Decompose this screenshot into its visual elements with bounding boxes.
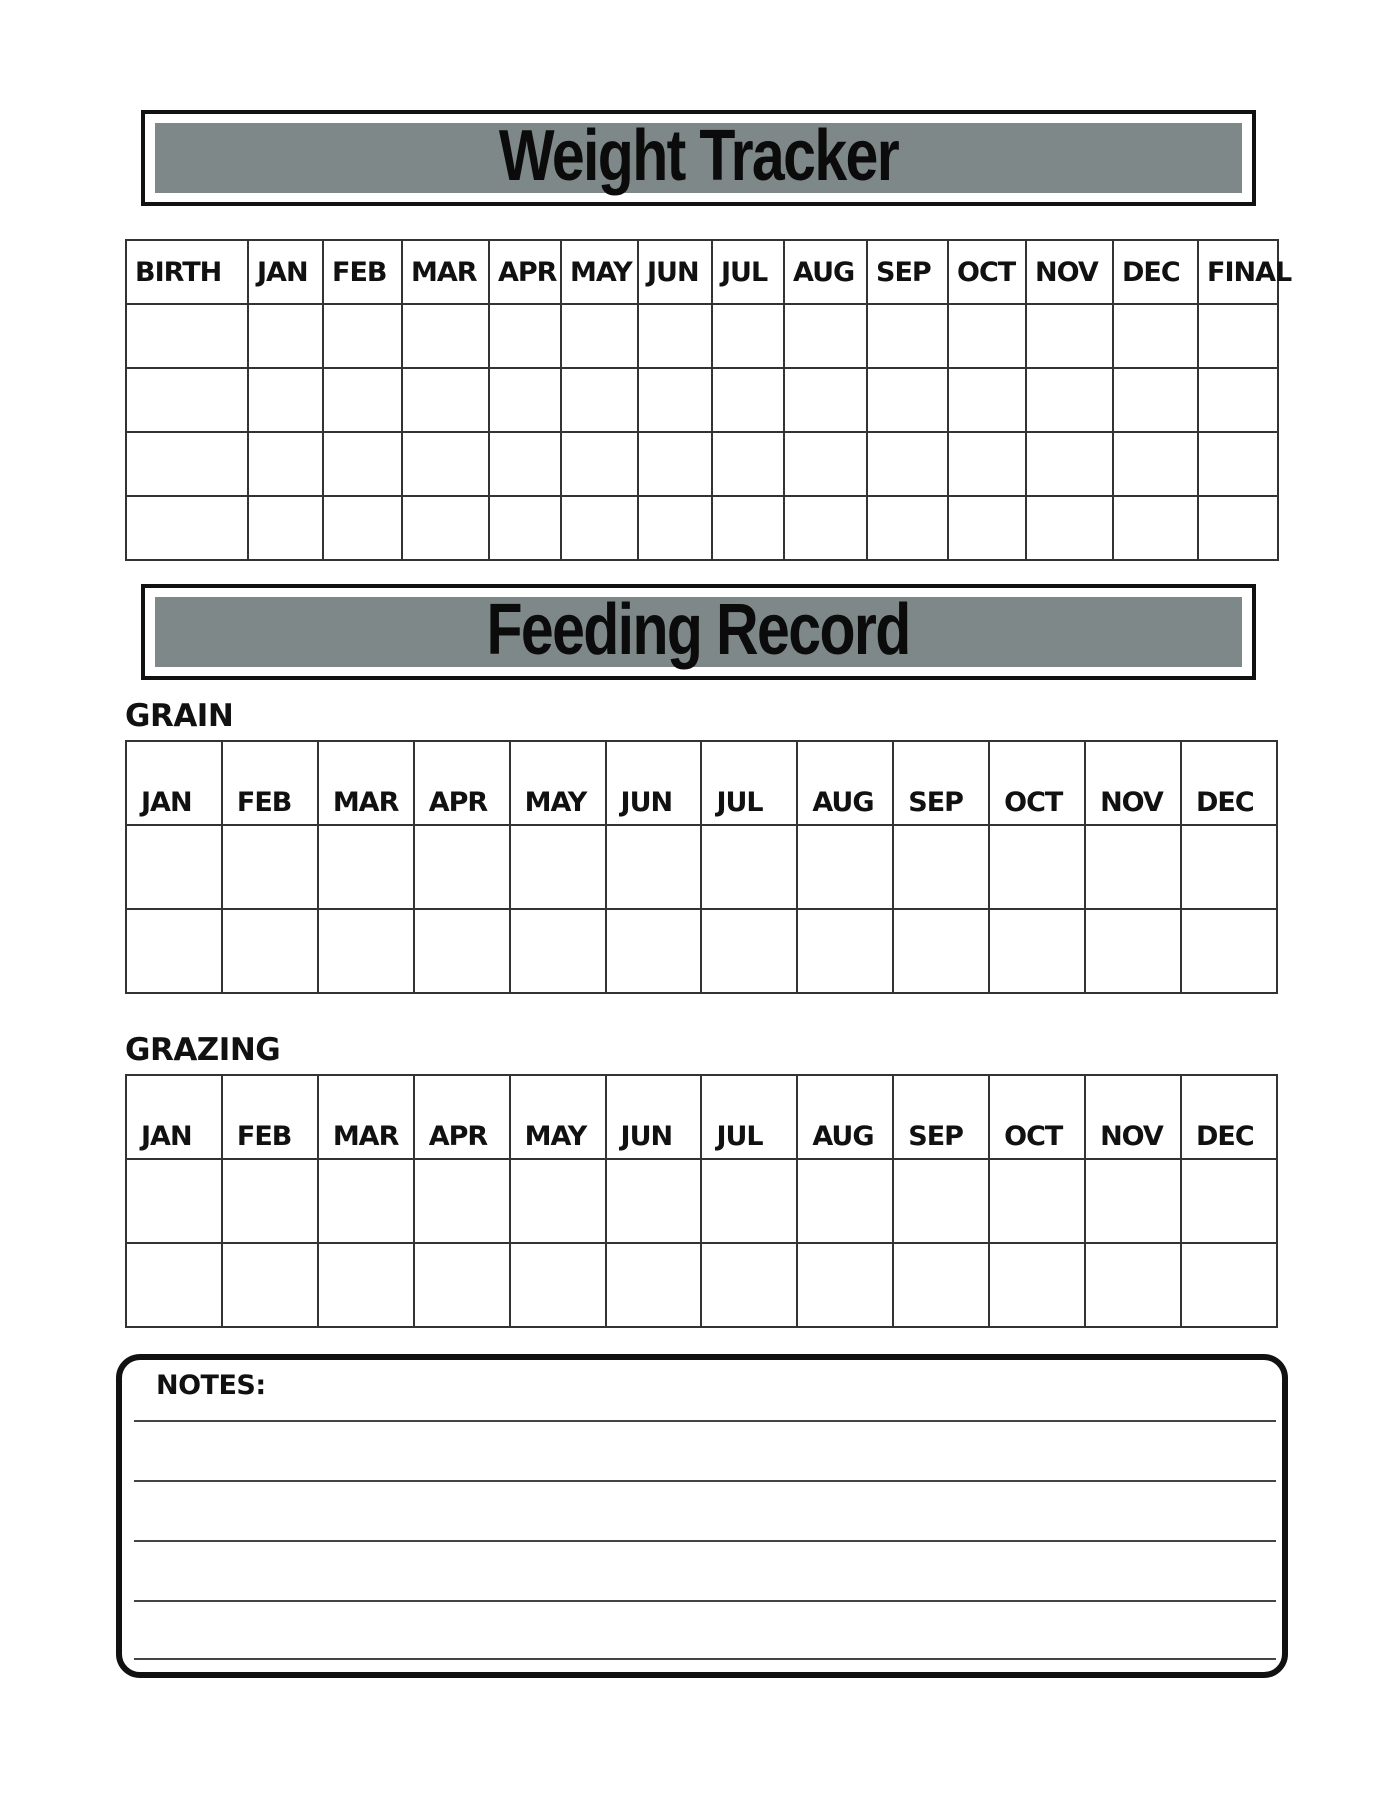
weight-cell[interactable]	[638, 496, 712, 560]
weight-cell[interactable]	[867, 432, 948, 496]
grazing-cell[interactable]	[701, 1243, 797, 1327]
weight-cell[interactable]	[1198, 368, 1278, 432]
grain-col-header: MAR	[318, 741, 414, 825]
grain-cell[interactable]	[1181, 825, 1277, 909]
grain-cell[interactable]	[126, 825, 222, 909]
weight-cell[interactable]	[948, 368, 1026, 432]
weight-cell[interactable]	[248, 496, 323, 560]
weight-cell[interactable]	[1198, 304, 1278, 368]
grain-cell[interactable]	[126, 909, 222, 993]
grain-cell[interactable]	[318, 825, 414, 909]
grazing-col-header: JAN	[126, 1075, 222, 1159]
grazing-cell[interactable]	[510, 1243, 606, 1327]
weight-cell[interactable]	[1113, 368, 1198, 432]
weight-cell[interactable]	[948, 496, 1026, 560]
grain-col-header: FEB	[222, 741, 318, 825]
weight-cell[interactable]	[1026, 432, 1113, 496]
grain-cell[interactable]	[989, 909, 1085, 993]
grazing-col-header: SEP	[893, 1075, 989, 1159]
grain-cell[interactable]	[222, 909, 318, 993]
weight-col-header: FEB	[323, 240, 402, 304]
grain-label: GRAIN	[125, 698, 234, 734]
grazing-cell[interactable]	[1085, 1243, 1181, 1327]
grazing-cell[interactable]	[222, 1243, 318, 1327]
weight-cell[interactable]	[1113, 432, 1198, 496]
weight-cell[interactable]	[784, 432, 867, 496]
weight-cell[interactable]	[489, 496, 561, 560]
grain-cell[interactable]	[797, 825, 893, 909]
grain-cell[interactable]	[222, 825, 318, 909]
weight-tracker-banner	[141, 110, 1256, 206]
weight-cell[interactable]	[561, 368, 638, 432]
grain-cell[interactable]	[510, 825, 606, 909]
weight-cell[interactable]	[1198, 496, 1278, 560]
notes-line[interactable]	[134, 1600, 1276, 1602]
weight-cell[interactable]	[323, 432, 402, 496]
weight-cell[interactable]	[489, 368, 561, 432]
weight-col-header: JUL	[712, 240, 784, 304]
weight-col-header: JAN	[248, 240, 323, 304]
grain-table-body	[126, 825, 1277, 993]
grain-cell[interactable]	[797, 909, 893, 993]
grazing-col-header: APR	[414, 1075, 510, 1159]
grain-cell[interactable]	[1085, 909, 1181, 993]
weight-cell[interactable]	[712, 368, 784, 432]
grazing-cell[interactable]	[414, 1159, 510, 1243]
grazing-cell[interactable]	[1181, 1243, 1277, 1327]
grain-cell[interactable]	[989, 825, 1085, 909]
grazing-cell[interactable]	[126, 1159, 222, 1243]
grain-col-header: OCT	[989, 741, 1085, 825]
grazing-row	[126, 1159, 1277, 1243]
grazing-label: GRAZING	[125, 1032, 281, 1068]
grazing-cell[interactable]	[126, 1243, 222, 1327]
weight-col-header: DEC	[1113, 240, 1198, 304]
weight-cell[interactable]	[638, 368, 712, 432]
grain-col-header: JAN	[126, 741, 222, 825]
weight-cell[interactable]	[638, 304, 712, 368]
weight-row	[126, 368, 1278, 432]
weight-row	[126, 496, 1278, 560]
weight-cell[interactable]	[1026, 304, 1113, 368]
grazing-table-body	[126, 1159, 1277, 1327]
weight-cell[interactable]	[402, 368, 489, 432]
grazing-cell[interactable]	[606, 1243, 702, 1327]
weight-col-header: APR	[489, 240, 561, 304]
grazing-cell[interactable]	[797, 1159, 893, 1243]
feeding-record-banner	[141, 584, 1256, 680]
grazing-cell[interactable]	[893, 1159, 989, 1243]
weight-col-header: AUG	[784, 240, 867, 304]
weight-tracker-banner-fill	[155, 116, 1242, 196]
weight-cell[interactable]	[1113, 496, 1198, 560]
weight-cell[interactable]	[712, 304, 784, 368]
grain-table	[125, 740, 1278, 994]
weight-row	[126, 432, 1278, 496]
weight-cell[interactable]	[1026, 496, 1113, 560]
weight-cell[interactable]	[1198, 432, 1278, 496]
weight-cell[interactable]	[323, 304, 402, 368]
grain-cell[interactable]	[510, 909, 606, 993]
grazing-cell[interactable]	[1085, 1159, 1181, 1243]
grazing-col-header: FEB	[222, 1075, 318, 1159]
grazing-cell[interactable]	[318, 1243, 414, 1327]
grain-cell[interactable]	[893, 825, 989, 909]
grain-col-header: JUL	[701, 741, 797, 825]
weight-cell[interactable]	[784, 496, 867, 560]
weight-cell[interactable]	[323, 368, 402, 432]
weight-cell[interactable]	[248, 368, 323, 432]
grain-cell[interactable]	[893, 909, 989, 993]
weight-col-header: MAY	[561, 240, 638, 304]
grazing-cell[interactable]	[318, 1159, 414, 1243]
weight-cell[interactable]	[489, 432, 561, 496]
grain-col-header: AUG	[797, 741, 893, 825]
grazing-cell[interactable]	[414, 1243, 510, 1327]
weight-cell[interactable]	[561, 304, 638, 368]
weight-cell[interactable]	[638, 432, 712, 496]
weight-cell[interactable]	[323, 496, 402, 560]
grain-cell[interactable]	[701, 825, 797, 909]
weight-header-row	[126, 240, 1278, 304]
weight-table-body	[126, 304, 1278, 560]
grazing-cell[interactable]	[606, 1159, 702, 1243]
notes-label: NOTES:	[156, 1370, 266, 1401]
weight-cell[interactable]	[126, 432, 248, 496]
weight-col-header: NOV	[1026, 240, 1113, 304]
feeding-record-banner-fill	[155, 590, 1242, 670]
weight-cell[interactable]	[712, 432, 784, 496]
grain-cell[interactable]	[414, 909, 510, 993]
grazing-cell[interactable]	[797, 1243, 893, 1327]
grain-cell[interactable]	[606, 909, 702, 993]
grazing-col-header: NOV	[1085, 1075, 1181, 1159]
weight-cell[interactable]	[126, 496, 248, 560]
grain-row	[126, 909, 1277, 993]
weight-cell[interactable]	[784, 304, 867, 368]
grazing-col-header: DEC	[1181, 1075, 1277, 1159]
weight-col-header: BIRTH	[126, 240, 248, 304]
grain-col-header: NOV	[1085, 741, 1181, 825]
weight-col-header: SEP	[867, 240, 948, 304]
weight-tracker-table	[125, 239, 1292, 561]
weight-col-header: OCT	[948, 240, 1026, 304]
grain-cell[interactable]	[1085, 825, 1181, 909]
grain-col-header: DEC	[1181, 741, 1277, 825]
weight-cell[interactable]	[561, 432, 638, 496]
grain-col-header: JUN	[606, 741, 702, 825]
grazing-cell[interactable]	[893, 1243, 989, 1327]
weight-cell[interactable]	[948, 432, 1026, 496]
weight-cell[interactable]	[561, 496, 638, 560]
grain-col-header: MAY	[510, 741, 606, 825]
grain-cell[interactable]	[701, 909, 797, 993]
grazing-col-header: OCT	[989, 1075, 1085, 1159]
weight-cell[interactable]	[1026, 368, 1113, 432]
notes-box[interactable]	[116, 1354, 1288, 1678]
weight-cell[interactable]	[248, 432, 323, 496]
grazing-col-header: AUG	[797, 1075, 893, 1159]
weight-col-header: FINAL	[1198, 240, 1278, 304]
weight-cell[interactable]	[948, 304, 1026, 368]
grazing-cell[interactable]	[989, 1159, 1085, 1243]
grain-row	[126, 825, 1277, 909]
weight-cell[interactable]	[126, 304, 248, 368]
grain-header-row	[126, 741, 1277, 825]
weight-cell[interactable]	[489, 304, 561, 368]
weight-cell[interactable]	[1113, 304, 1198, 368]
grazing-table	[125, 1074, 1278, 1328]
weight-tracker-title: Weight Tracker	[498, 116, 899, 196]
weight-col-header: MAR	[402, 240, 489, 304]
feeding-record-title: Feeding Record	[486, 590, 911, 670]
grazing-col-header: JUN	[606, 1075, 702, 1159]
grazing-header-row	[126, 1075, 1277, 1159]
notes-line[interactable]	[134, 1658, 1276, 1660]
grazing-row	[126, 1243, 1277, 1327]
grazing-cell[interactable]	[701, 1159, 797, 1243]
grain-col-header: APR	[414, 741, 510, 825]
weight-row	[126, 304, 1278, 368]
grazing-col-header: JUL	[701, 1075, 797, 1159]
weight-cell[interactable]	[867, 368, 948, 432]
grain-cell[interactable]	[1181, 909, 1277, 993]
grazing-cell[interactable]	[510, 1159, 606, 1243]
grazing-cell[interactable]	[222, 1159, 318, 1243]
weight-cell[interactable]	[402, 432, 489, 496]
notes-line[interactable]	[134, 1540, 1276, 1542]
grazing-cell[interactable]	[1181, 1159, 1277, 1243]
weight-cell[interactable]	[248, 304, 323, 368]
weight-cell[interactable]	[402, 496, 489, 560]
notes-line[interactable]	[134, 1420, 1276, 1422]
weight-cell[interactable]	[402, 304, 489, 368]
grain-cell[interactable]	[318, 909, 414, 993]
grain-cell[interactable]	[606, 825, 702, 909]
weight-cell[interactable]	[126, 368, 248, 432]
grazing-col-header: MAY	[510, 1075, 606, 1159]
weight-cell[interactable]	[712, 496, 784, 560]
grazing-col-header: MAR	[318, 1075, 414, 1159]
weight-cell[interactable]	[867, 304, 948, 368]
grain-cell[interactable]	[414, 825, 510, 909]
grazing-cell[interactable]	[989, 1243, 1085, 1327]
notes-line[interactable]	[134, 1480, 1276, 1482]
weight-cell[interactable]	[867, 496, 948, 560]
weight-cell[interactable]	[784, 368, 867, 432]
grain-col-header: SEP	[893, 741, 989, 825]
weight-col-header: JUN	[638, 240, 712, 304]
